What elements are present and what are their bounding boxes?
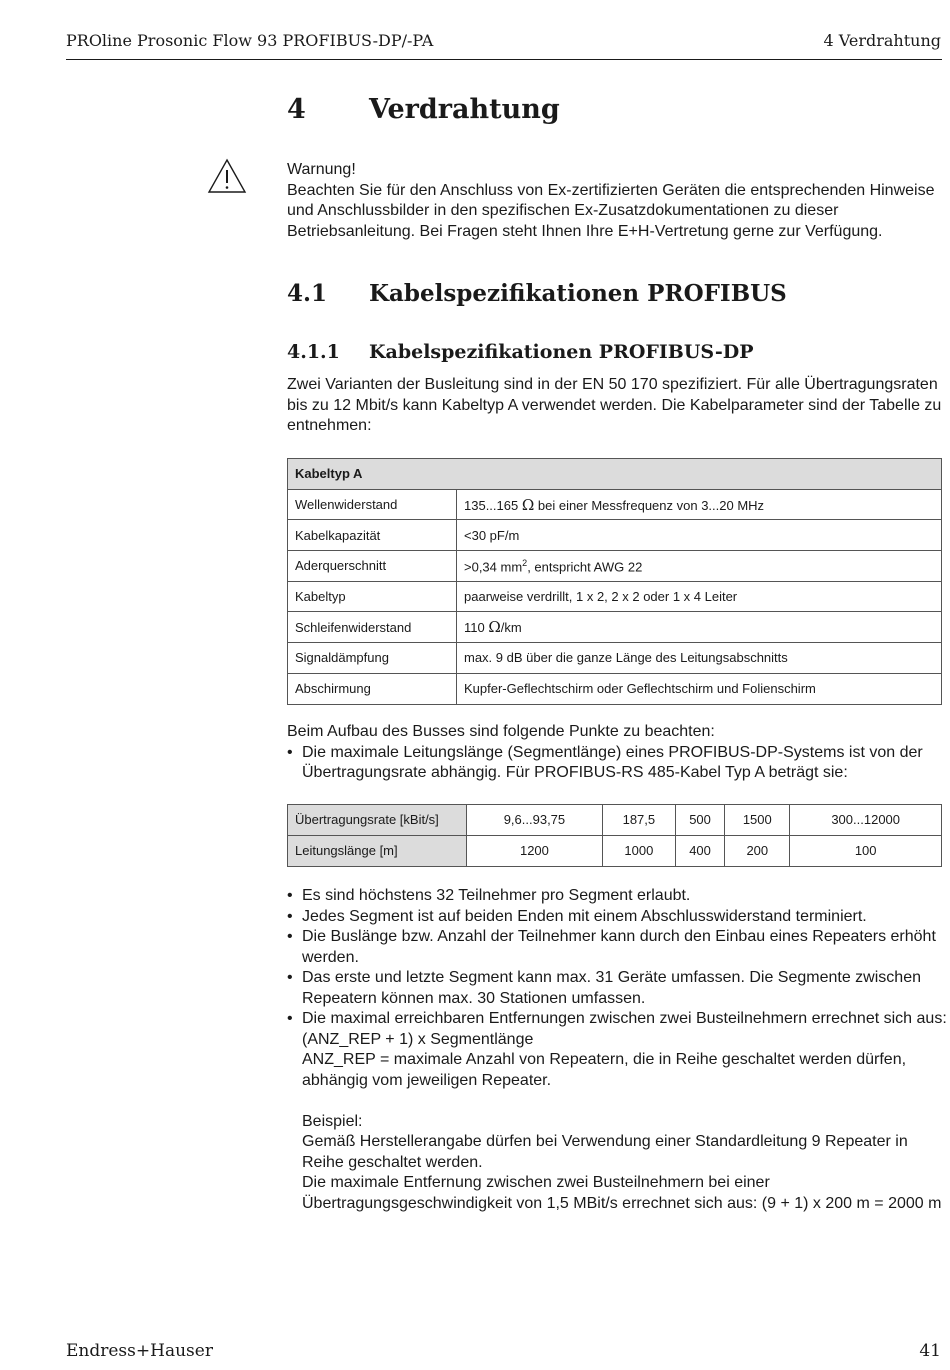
anz-rep-note: ANZ_REP = maximale Anzahl von Repeatern, die in Reihe geschaltet werden dürfen, abhängig vom jeweiligen Repeater.: [302, 1051, 907, 1089]
rate-length-table: [287, 804, 942, 867]
subsection-title: Kabelspezifikationen PROFIBUS-DP: [369, 341, 754, 363]
warning-title: Warnung!: [287, 161, 356, 178]
value-cell: 110 Ω/km: [457, 612, 942, 643]
row-label-cell: Übertragungsrate [kBit/s]: [288, 805, 467, 836]
param-cell: Kabelkapazität: [288, 520, 457, 551]
section-heading: [287, 280, 787, 307]
warning-block: [287, 160, 947, 242]
row-label-cell: Leitungslänge [m]: [288, 835, 467, 866]
header-rule: [66, 59, 942, 60]
list-item: • Es sind höchstens 32 Teilnehmer pro Segment erlaubt.: [287, 886, 947, 907]
value-cell: max. 9 dB über die ganze Länge des Leitungsabschnitts: [457, 643, 942, 674]
param-cell: Kabeltyp: [288, 581, 457, 612]
value-cell: Kupfer-Geflechtschirm oder Geflechtschirm und Folienschirm: [457, 673, 942, 704]
value-cell: >0,34 $mm^2$, entspricht AWG 22: [457, 551, 942, 582]
param-cell: Schleifenwiderstand: [288, 612, 457, 643]
param-cell: Aderquerschnitt: [288, 551, 457, 582]
example-label: Beispiel:: [302, 1112, 363, 1130]
length-cell: 1200: [467, 835, 603, 866]
warning-icon: [207, 158, 247, 194]
subsection-number: 4.1.1: [287, 341, 340, 363]
length-cell: 200: [725, 835, 790, 866]
section-number: 4.1: [287, 280, 328, 307]
table-row: [288, 835, 942, 866]
value-cell: 135...165 Ω bei einer Messfrequenz von 3...20 MHz: [457, 489, 942, 520]
length-cell: 100: [790, 835, 942, 866]
chapter-heading: [287, 94, 560, 125]
bus-rules-continued: [287, 886, 947, 1214]
rate-cell: 300...12000: [790, 805, 942, 836]
ohm-symbol: Ω: [521, 495, 535, 514]
list-item: • Die Buslänge bzw. Anzahl der Teilnehmer kann durch den Einbau eines Repeaters erhöht werden.: [287, 927, 947, 968]
length-cell: 1000: [602, 835, 675, 866]
running-header-title: PROline Prosonic Flow 93 PROFIBUS-DP/-PA: [66, 31, 434, 50]
table-row: [288, 581, 942, 612]
table-row: [288, 520, 942, 551]
list-item: • Die maximale Leitungslänge (Segmentlänge) eines PROFIBUS-DP-Systems ist von der Übertragungsrate abhängig. Für PROFIBUS-RS 485-Kabel Typ A beträgt sie:: [287, 743, 947, 784]
table-header-row: [288, 459, 942, 490]
table-row: [288, 551, 942, 582]
ohm-symbol: Ω: [488, 618, 501, 637]
param-cell: Signaldämpfung: [288, 643, 457, 674]
value-cell: <30 pF/m: [457, 520, 942, 551]
rate-cell: 187,5: [602, 805, 675, 836]
length-cell: 400: [675, 835, 724, 866]
running-header-chapter: 4 Verdrahtung: [823, 31, 941, 50]
subsection-heading: [287, 341, 753, 363]
rate-cell: 1500: [725, 805, 790, 836]
bus-rules-block: [287, 722, 947, 784]
list-item: • Die maximal erreichbaren Entfernungen zwischen zwei Busteilnehmern errechnet sich aus: (ANZ_REP + 1) x Segmentlänge ANZ_REP = maximale Anzahl von Repeatern, die in Reihe geschaltet werden dürfen, abhängig vom jeweiligen Repeater. Beispiel: Gemäß Herstellerangabe dürfen bei Verwendung einer Standardleitung 9 Repeater in Reihe geschaltet werden. Die maximale Entfernung zwischen zwei Busteilnehmern bei einer Übertragungsgeschwindigkeit von 1,5 MBit/s errechnet sich aus: (9 + 1) x 200 m = 2000 m: [287, 1009, 947, 1214]
table-row: [288, 805, 942, 836]
chapter-number: 4: [287, 94, 306, 125]
example-line: Die maximale Entfernung zwischen zwei Busteilnehmern bei einer Übertragungsgeschwindigkeit von 1,5 MBit/s errechnet sich aus: (9 + 1) x 200 m = 2000 m: [302, 1174, 942, 1212]
bus-intro: Beim Aufbau des Busses sind folgende Punkte zu beachten:: [287, 723, 715, 740]
bullet-list: [287, 743, 947, 784]
table-row: [288, 673, 942, 704]
intro-paragraph: Zwei Varianten der Busleitung sind in der EN 50 170 spezifiziert. Für alle Übertragungsraten bis zu 12 Mbit/s kann Kabeltyp A verwendet werden. Die Kabelparameter sind der Tabelle zu entnehmen:: [287, 376, 942, 434]
cable-spec-table: [287, 458, 942, 705]
warning-text: Beachten Sie für den Anschluss von Ex-zertifizierten Geräten die entsprechenden Hinweise und Anschlussbilder in den spezifischen Ex-Zusatzdokumentationen zu dieser Betriebsanleitung. Bei Fragen steht Ihnen Ihre E+H-Vertretung gerne zur Verfügung.: [287, 181, 935, 240]
param-cell: Abschirmung: [288, 673, 457, 704]
list-item: • Das erste und letzte Segment kann max. 31 Geräte umfassen. Die Segmente zwischen Repeatern können max. 30 Stationen umfassen.: [287, 968, 947, 1009]
section-title: Kabelspezifikationen PROFIBUS: [369, 280, 787, 307]
list-item: • Jedes Segment ist auf beiden Enden mit einem Abschlusswiderstand terminiert.: [287, 907, 947, 928]
chapter-title: Verdrahtung: [369, 94, 560, 125]
table-row: [288, 612, 942, 643]
param-cell: Wellenwiderstand: [288, 489, 457, 520]
footer-brand: Endress+Hauser: [66, 1341, 213, 1361]
table-row: [288, 489, 942, 520]
page-number: 41: [919, 1341, 941, 1361]
rate-cell: 500: [675, 805, 724, 836]
value-cell: paarweise verdrillt, 1 x 2, 2 x 2 oder 1 x 4 Leiter: [457, 581, 942, 612]
example-line: Gemäß Herstellerangabe dürfen bei Verwendung einer Standardleitung 9 Repeater in Reihe geschaltet werden.: [302, 1133, 908, 1171]
table-row: [288, 643, 942, 674]
rate-cell: 9,6...93,75: [467, 805, 603, 836]
bullet-list: [287, 886, 947, 1214]
table-header-cell: Kabeltyp A: [288, 459, 942, 490]
